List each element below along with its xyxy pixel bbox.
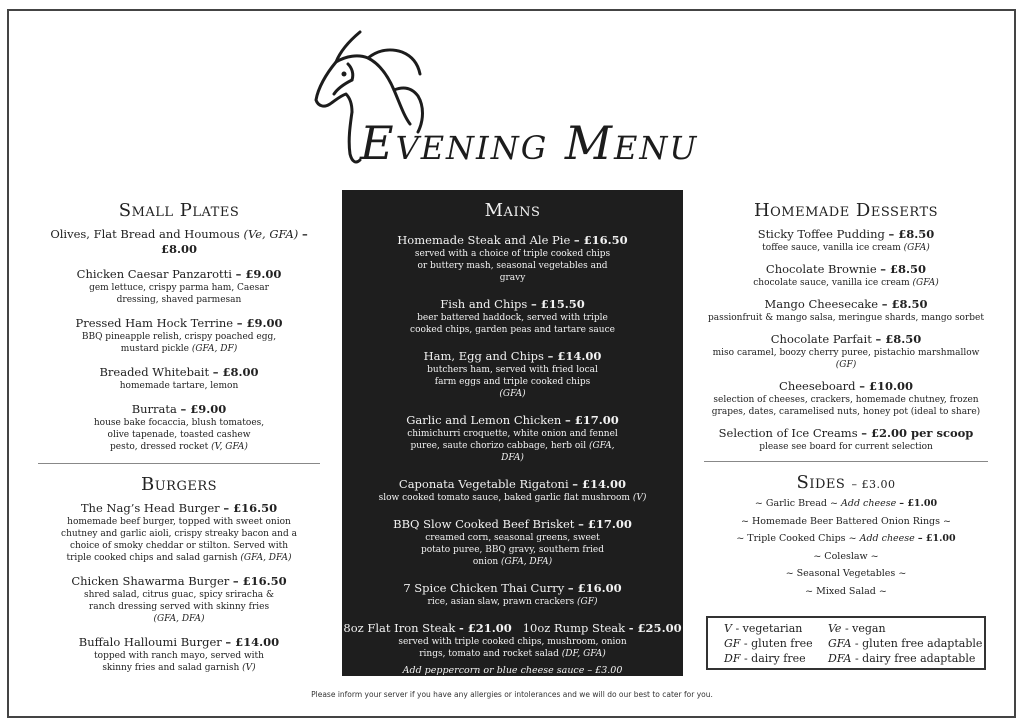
menu-item bbox=[342, 517, 683, 568]
item-name: Burrata bbox=[131, 402, 177, 416]
item-tags: (GFA) bbox=[499, 389, 526, 399]
menu-item bbox=[704, 379, 988, 418]
menu-item bbox=[38, 402, 320, 453]
item-name: Chocolate Brownie bbox=[765, 262, 877, 276]
horse-eye bbox=[342, 72, 347, 77]
item-tags: (GFA, DF) bbox=[191, 344, 238, 354]
menu-item bbox=[342, 477, 683, 504]
menu-item bbox=[704, 297, 988, 324]
item-name: Pressed Ham Hock Terrine bbox=[75, 316, 234, 330]
side-item bbox=[704, 548, 988, 566]
item-description: homemade tartare, lemon bbox=[119, 381, 239, 391]
item-price: – £9.00 bbox=[236, 316, 283, 330]
steak-item bbox=[342, 621, 683, 676]
menu-item bbox=[342, 297, 683, 336]
side-item bbox=[704, 495, 988, 513]
menu-item bbox=[38, 267, 320, 306]
menu-item bbox=[342, 233, 683, 284]
item-price: – £8.50 bbox=[875, 332, 922, 346]
legend-label: - vegan bbox=[844, 622, 886, 635]
legend-entry bbox=[828, 651, 988, 666]
legend-entry bbox=[828, 636, 988, 651]
item-description: rice, asian slaw, prawn crackers bbox=[427, 597, 575, 607]
side-add-on: Add cheese bbox=[841, 498, 897, 509]
menu-item bbox=[704, 262, 988, 289]
menu-item bbox=[342, 349, 683, 400]
menu-item bbox=[38, 635, 320, 674]
desserts-title: Homemade Desserts bbox=[753, 200, 939, 221]
legend-code: GFA bbox=[828, 637, 852, 650]
item-price: – £15.50 bbox=[530, 297, 585, 311]
legend-label: - dairy free adaptable bbox=[854, 652, 976, 665]
legend-entry bbox=[724, 636, 828, 651]
menu-item bbox=[704, 227, 988, 254]
item-price: - £25.00 bbox=[628, 621, 682, 635]
item-description: selection of cheeses, crackers, homemade chutney, frozen grapes, dates, caramelised nuts, honey pot (ideal to share) bbox=[711, 395, 981, 417]
item-price: – £2.00 per scoop bbox=[861, 426, 974, 440]
item-tags: (GFA, DFA) bbox=[153, 614, 205, 624]
item-tags: (V) bbox=[242, 663, 256, 673]
item-description: beer battered haddock, served with triple cooked chips, garden peas and tartare sauce bbox=[410, 313, 615, 335]
item-tags: (GF) bbox=[577, 597, 598, 607]
menu-item bbox=[38, 227, 320, 257]
section-divider bbox=[704, 461, 988, 462]
legend-code: DF bbox=[724, 652, 741, 665]
item-name: Homemade Steak and Ale Pie bbox=[397, 233, 571, 247]
item-price: – £17.00 bbox=[565, 413, 619, 427]
legend-code: GF bbox=[724, 637, 741, 650]
menu-item bbox=[38, 501, 320, 564]
item-name: Sticky Toffee Pudding bbox=[757, 227, 885, 241]
item-tags: (V, GFA) bbox=[211, 442, 248, 452]
item-tags: (GF) bbox=[835, 360, 857, 370]
item-price: – £10.00 bbox=[859, 379, 913, 393]
item-name: Buffalo Halloumi Burger bbox=[78, 635, 222, 649]
item-description: slow cooked tomato sauce, baked garlic flat mushroom bbox=[378, 493, 630, 503]
side-name: ~ Triple Cooked Chips ~ bbox=[736, 533, 857, 544]
item-description: chocolate sauce, vanilla ice cream bbox=[753, 278, 910, 288]
legend-code: Ve bbox=[828, 622, 842, 635]
item-name: 10oz Rump Steak bbox=[522, 621, 626, 635]
item-name: Ham, Egg and Chips bbox=[423, 349, 544, 363]
item-tags: (GFA) bbox=[903, 243, 930, 253]
item-description: shred salad, citrus guac, spicy sriracha & ranch dressing served with skinny fries bbox=[84, 590, 274, 612]
side-name: ~ Mixed Salad ~ bbox=[805, 585, 887, 597]
side-add-on-price: – £1.00 bbox=[899, 498, 938, 509]
sides-title bbox=[704, 472, 988, 493]
legend-code: DFA bbox=[828, 652, 852, 665]
item-description: house bake focaccia, blush tomatoes, olive tapenade, toasted cashew pesto, dressed rocket bbox=[93, 418, 265, 452]
legend-entry bbox=[724, 651, 828, 666]
item-name: Olives, Flat Bread and Houmous bbox=[50, 227, 240, 241]
item-description: please see board for current selection bbox=[759, 442, 933, 452]
side-add-on-price: – £1.00 bbox=[917, 533, 956, 544]
item-name: The Nag’s Head Burger bbox=[80, 501, 220, 515]
item-tags: (V) bbox=[632, 493, 647, 503]
item-price: – £16.50 bbox=[573, 233, 628, 247]
menu-item bbox=[342, 413, 683, 464]
item-description: miso caramel, boozy cherry puree, pistachio marshmallow bbox=[712, 348, 980, 358]
menu-item bbox=[704, 332, 988, 371]
item-name: Mango Cheesecake bbox=[764, 297, 879, 311]
legend-label: - gluten free adaptable bbox=[854, 637, 983, 650]
item-name: Chicken Caesar Panzarotti bbox=[76, 267, 232, 281]
item-description: passionfruit & mango salsa, meringue shards, mango sorbet bbox=[708, 313, 984, 323]
sauce-extra: Add peppercorn or blue cheese sauce – £3.00 bbox=[402, 665, 623, 676]
item-price: – £9.00 bbox=[235, 267, 282, 281]
small-plates-title: Small Plates bbox=[118, 200, 240, 221]
item-description: homemade beef burger, topped with sweet onion chutney and garlic aioli, crispy streaky bacon and a choice of smoky cheddar or stilton. Served with triple cooked chips and salad garnish bbox=[61, 517, 297, 563]
legend-entry bbox=[724, 621, 828, 636]
side-item bbox=[704, 530, 988, 548]
item-name: Selection of Ice Creams bbox=[718, 426, 858, 440]
item-price: – £9.00 bbox=[180, 402, 227, 416]
item-name: 8oz Flat Iron Steak bbox=[343, 621, 456, 635]
side-item bbox=[704, 583, 988, 601]
mains-title: Mains bbox=[484, 200, 541, 221]
legend-label: - gluten free bbox=[743, 637, 813, 650]
menu-item bbox=[38, 365, 320, 392]
item-tags: (DF, GFA) bbox=[561, 649, 606, 659]
menu-item bbox=[342, 581, 683, 608]
side-name: ~ Garlic Bread ~ bbox=[754, 498, 838, 509]
sides-price: – £3.00 bbox=[851, 478, 896, 491]
item-price: – £14.00 bbox=[225, 635, 280, 649]
mains-panel bbox=[342, 190, 683, 676]
menu-item bbox=[704, 426, 988, 453]
item-description: chimichurri croquette, white onion and fennel puree, saute chorizo cabbage, herb oil bbox=[407, 429, 618, 451]
item-description: served with a choice of triple cooked chips or buttery mash, seasonal vegetables and gravy bbox=[414, 249, 611, 283]
item-name: Breaded Whitebait bbox=[99, 365, 210, 379]
item-price: – £14.00 bbox=[547, 349, 602, 363]
side-item bbox=[704, 565, 988, 583]
menu-item bbox=[38, 574, 320, 625]
item-tags: (GFA, DFA) bbox=[501, 441, 615, 463]
item-tags: (GFA) bbox=[912, 278, 939, 288]
legend-code: V bbox=[724, 622, 732, 635]
item-name: BBQ Slow Cooked Beef Brisket bbox=[393, 517, 575, 531]
item-name: Cheeseboard bbox=[779, 379, 856, 393]
item-tags: (GFA, DFA) bbox=[240, 553, 292, 563]
left-column bbox=[38, 200, 320, 684]
item-name: Fish and Chips bbox=[440, 297, 528, 311]
item-price: – £16.00 bbox=[567, 581, 622, 595]
side-name: ~ Seasonal Vegetables ~ bbox=[785, 568, 907, 579]
item-tags: (GFA, DFA) bbox=[501, 557, 553, 567]
item-name: Caponata Vegetable Rigatoni bbox=[398, 477, 569, 491]
side-add-on: Add cheese bbox=[859, 533, 915, 544]
side-item bbox=[704, 513, 988, 531]
burgers-title: Burgers bbox=[140, 474, 218, 495]
item-price: - £21.00 bbox=[458, 621, 512, 635]
item-price: – £8.00 bbox=[212, 365, 259, 379]
item-price: – £16.50 bbox=[223, 501, 278, 515]
side-name: ~ Homemade Beer Battered Onion Rings ~ bbox=[740, 515, 951, 527]
item-description: topped with ranch mayo, served with skinny fries and salad garnish bbox=[94, 651, 264, 673]
item-name: Chocolate Parfait bbox=[770, 332, 872, 346]
legend-label: - dairy free bbox=[743, 652, 806, 665]
item-price: – £8.50 bbox=[880, 262, 927, 276]
section-divider bbox=[38, 463, 320, 464]
item-description: butchers ham, served with fried local farm eggs and triple cooked chips bbox=[427, 365, 598, 387]
item-price: – £14.00 bbox=[572, 477, 627, 491]
sides-title-text: Sides bbox=[796, 472, 846, 493]
item-description: gem lettuce, crispy parma ham, Caesar dressing, shaved parmesan bbox=[89, 283, 269, 305]
item-description: served with triple cooked chips, mushroom, onion rings, tomato and rocket salad bbox=[398, 637, 627, 659]
dietary-legend bbox=[706, 616, 986, 670]
side-name: ~ Coleslaw ~ bbox=[813, 550, 879, 562]
item-price: – £17.00 bbox=[578, 517, 632, 531]
item-price: – £8.50 bbox=[888, 227, 935, 241]
item-tags: (Ve, GFA) bbox=[243, 227, 299, 241]
menu-item bbox=[38, 316, 320, 355]
legend-label: - vegetarian bbox=[735, 622, 803, 635]
page-title: Evening Menu bbox=[360, 116, 699, 170]
item-name: Chicken Shawarma Burger bbox=[71, 574, 230, 588]
item-name: Garlic and Lemon Chicken bbox=[406, 413, 562, 427]
item-price: – £16.50 bbox=[232, 574, 287, 588]
item-price: – £8.50 bbox=[881, 297, 928, 311]
right-column bbox=[704, 200, 988, 600]
legend-entry bbox=[828, 621, 988, 636]
item-name: 7 Spice Chicken Thai Curry bbox=[403, 581, 565, 595]
item-description: BBQ pineapple relish, crispy poached egg, mustard pickle bbox=[81, 332, 277, 354]
item-description: creamed corn, seasonal greens, sweet potato puree, BBQ gravy, southern fried onion bbox=[420, 533, 604, 567]
allergy-notice: Please inform your server if you have any allergies or intolerances and we will do our best to cater for you. bbox=[311, 690, 713, 699]
item-price: – £8.00 bbox=[160, 227, 308, 256]
item-description: toffee sauce, vanilla ice cream bbox=[762, 243, 901, 253]
